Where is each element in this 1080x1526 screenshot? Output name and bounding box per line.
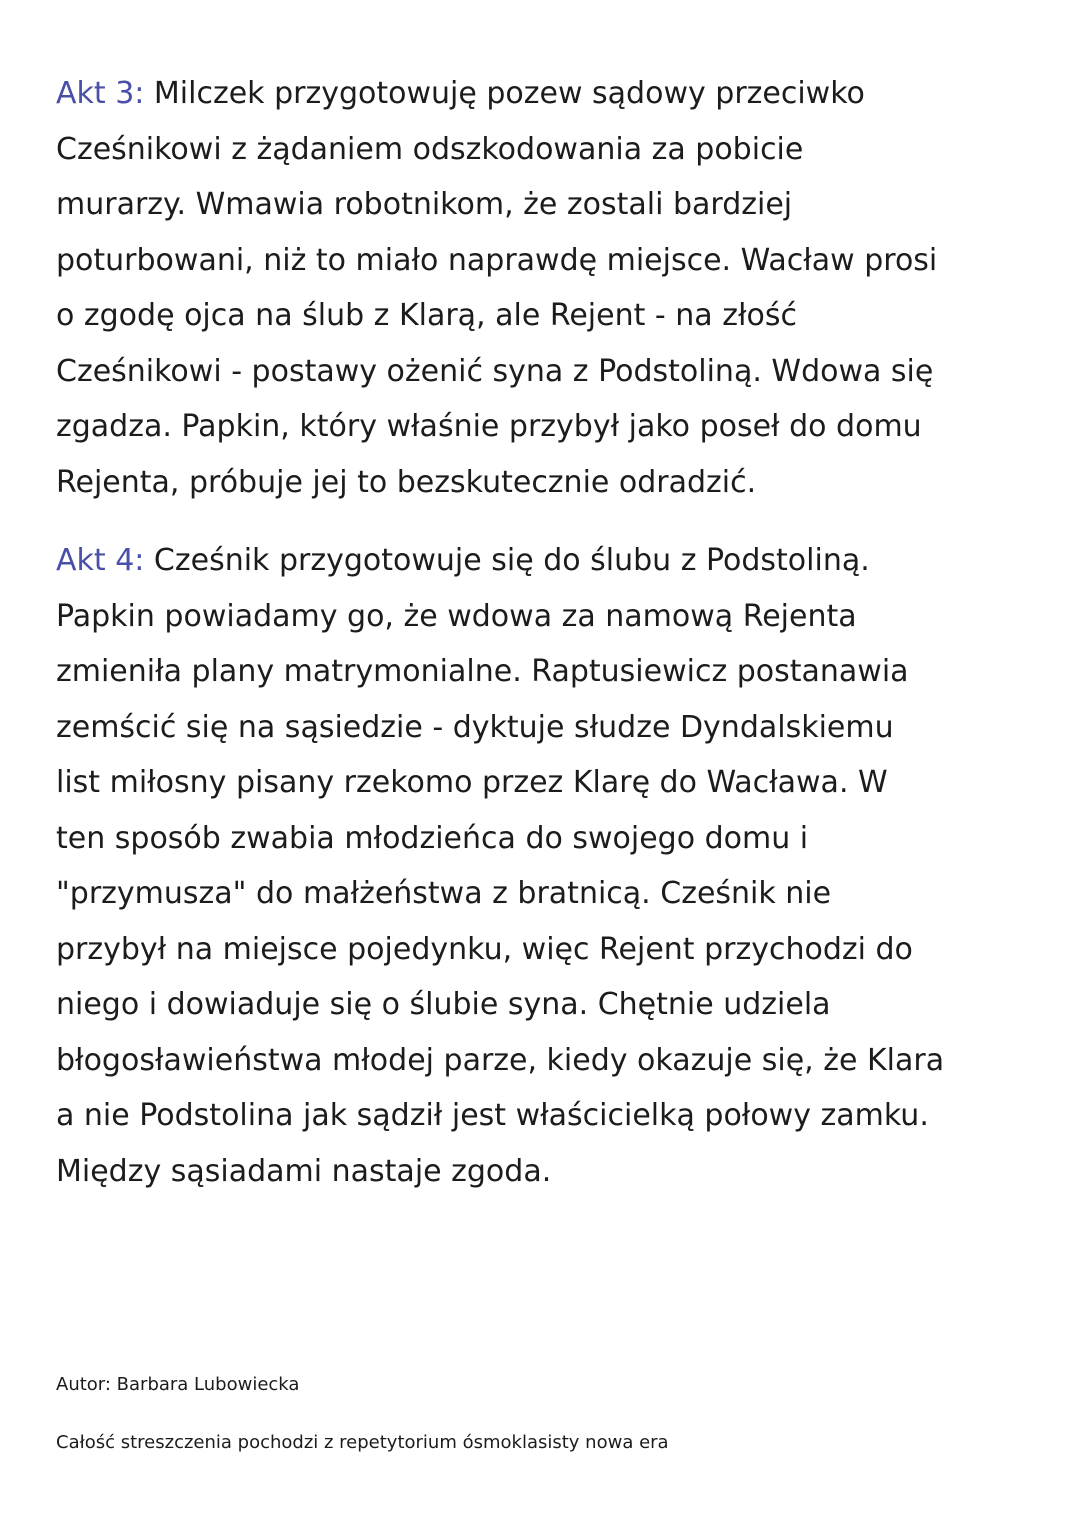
act-4-line: list miłosny pisany rzekomo przez Klarę do Wacława. W (56, 765, 888, 800)
act-4-paragraph (56, 533, 1031, 1199)
act-4-line: Papkin powiadamy go, że wdowa za namową Rejenta (56, 598, 857, 634)
act-4-line (56, 533, 1031, 589)
document-body (56, 66, 1031, 1199)
act-4-line: błogosławieństwa młodej parze, kiedy okazuje się, że Klara (56, 1042, 945, 1078)
act-4-label: Akt 4: (56, 543, 145, 578)
act-3-line: Cześnikowi - postawy ożenić syna z Podstoliną. Wdowa się (56, 353, 934, 389)
act-3-line: zgadza. Papkin, który właśnie przybył jako poseł do domu (56, 409, 922, 444)
author-credit: Autor: Barbara Lubowiecka (56, 1374, 300, 1395)
act-4-line: "przymusza" do małżeństwa z bratnicą. Cześnik nie (56, 876, 832, 911)
act-3-label: Akt 3: (56, 76, 145, 111)
act-4-line: niego i dowiaduje się o ślubie syna. Chętnie udziela (56, 987, 831, 1022)
source-note: Całość streszczenia pochodzi z repetytorium ósmoklasisty nowa era (56, 1432, 669, 1453)
act-3-text: Milczek przygotowuję pozew sądowy przeciwko (144, 76, 865, 111)
act-4-text: Cześnik przygotowuje się do ślubu z Podstoliną. (144, 543, 870, 578)
act-4-line: zmieniła plany matrymonialne. Raptusiewicz postanawia (56, 654, 909, 689)
act-3-line (56, 66, 1031, 122)
act-4-line: a nie Podstolina jak sądził jest właścicielką połowy zamku. (56, 1098, 929, 1133)
act-3-line: Rejenta, próbuje jej to bezskutecznie odradzić. (56, 464, 757, 500)
act-4-line: zemścić się na sąsiedzie - dyktuje słudze Dyndalskiemu (56, 709, 894, 745)
act-3-line: Cześnikowi z żądaniem odszkodowania za pobicie (56, 131, 804, 167)
act-4-line: ten sposób zwabia młodzieńca do swojego domu i (56, 820, 809, 856)
act-4-line: Między sąsiadami nastaje zgoda. (56, 1153, 552, 1189)
act-4-line: przybył na miejsce pojedynku, więc Rejent przychodzi do (56, 931, 913, 967)
act-3-line: o zgodę ojca na ślub z Klarą, ale Rejent - na złość (56, 298, 797, 333)
act-3-line: murarzy. Wmawia robotnikom, że zostali bardziej (56, 187, 793, 222)
act-3-paragraph (56, 66, 1031, 510)
act-3-line: poturbowani, niż to miało naprawdę miejsce. Wacław prosi (56, 242, 938, 278)
